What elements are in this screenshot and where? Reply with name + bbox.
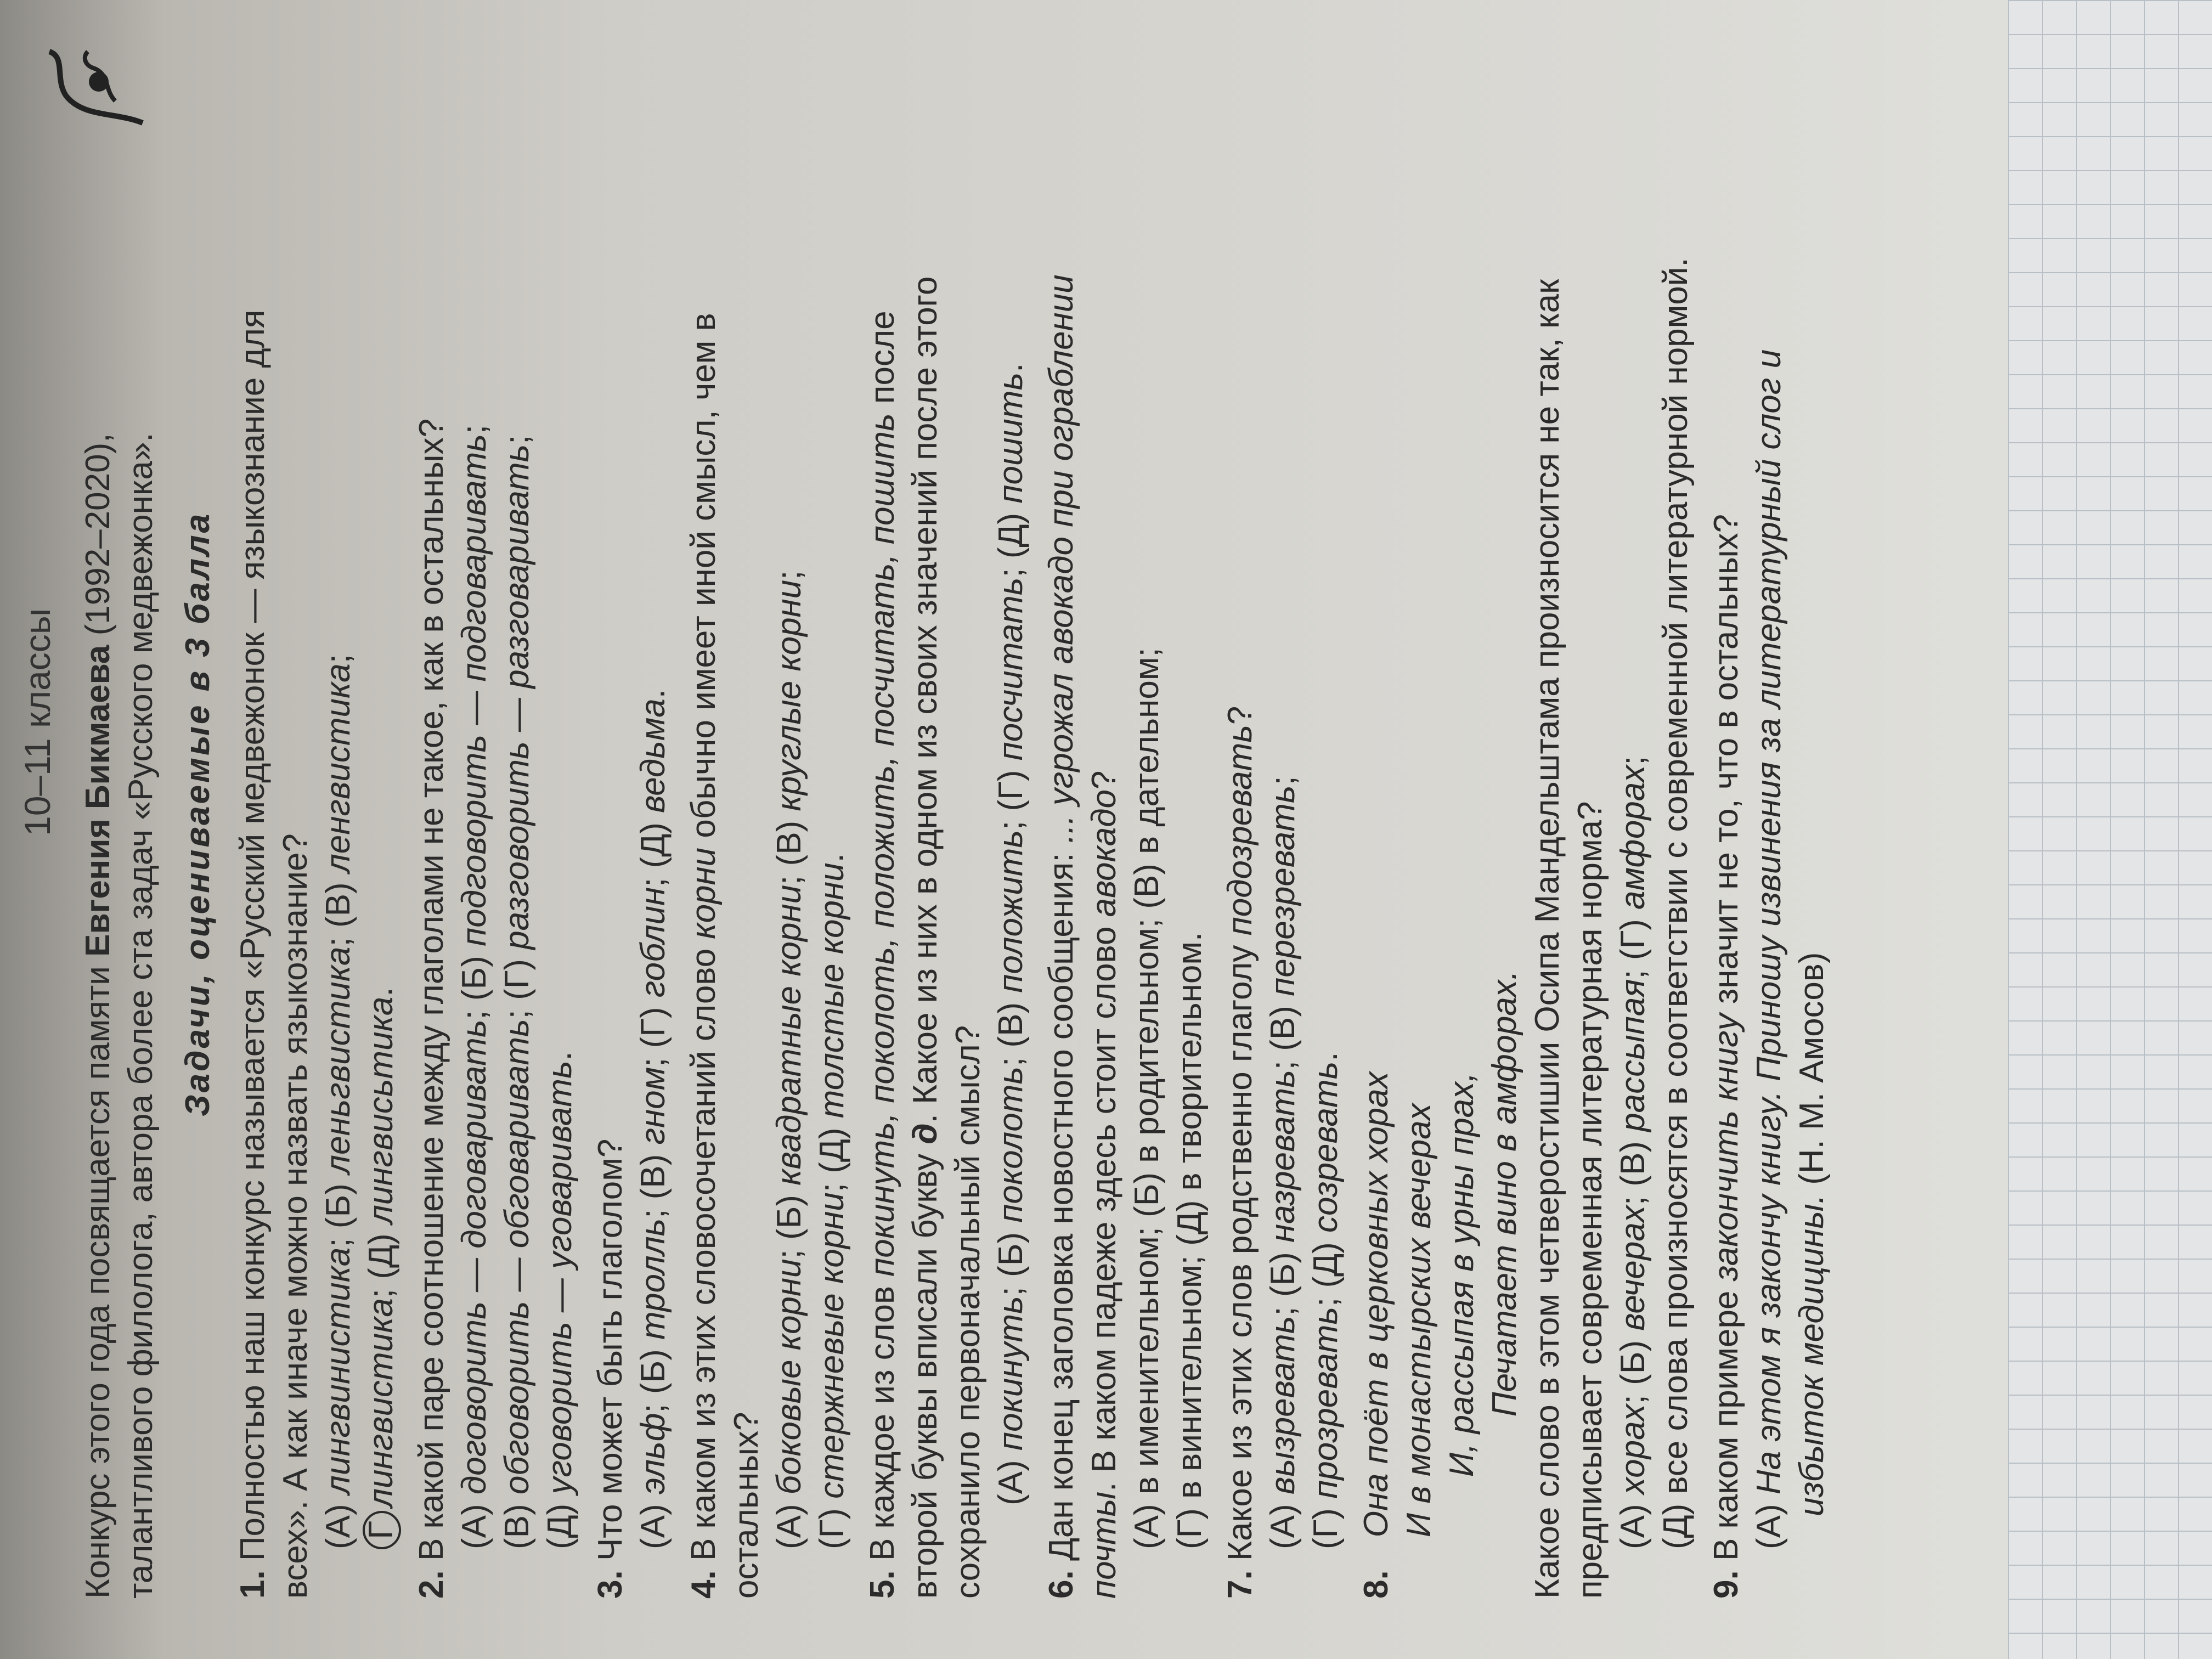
question-1-options: (А) лингвинистика; (Б) леньгвистика; (В) ленгвистика; [319, 654, 357, 1549]
poem: Она поёт в церковных хорах И в монастырских вечерах И, рассыпая в урны прах, Печатает вино в амфорах. [1357, 970, 1523, 1538]
intro-line-1: Конкурс этого года посвящается памяти Евгения Бикмаева (1992–2020), [79, 433, 117, 1599]
honoree-name: Евгения Бикмаева [79, 645, 117, 957]
section-title: Задачи, оцениваемые в 3 балла [179, 511, 217, 1117]
circled-answer-mark: Г [363, 1511, 401, 1549]
question-1: 1. Полностью наш конкурс называется «Русский медвежонок — языкознание для всех». А как иначе можно назвать языкознание? (А) лингвинистика; (Б) леньгвистика; (В) ленгвистика; Глингвистика; (Д) лингвисьтика. [232, 30, 403, 1599]
page-header: 10–11 классы [17, 608, 58, 836]
grid-notebook-page [2008, 0, 2212, 1659]
intro-line-2: талантливого филолога, автора более ста задач «Русского медвежонка». [122, 432, 160, 1599]
question-4: 4. В каком из этих словосочетаний слово корни обычно имеет иной смысл, чем в остальных? (А) боковые корни; (Б) квадратные корни; (В) круглые корни; (Г) стержневые корни; (Д) толстые корни. [685, 313, 851, 1599]
document-body [77, 30, 1833, 1599]
question-7: 7. Какое из этих слов родственно глаголу подозревать? (А) вызревать; (Б) назревать; (В) перезревать; (Г) прозревать; (Д) созревать. [1221, 706, 1345, 1599]
question-5: 5. В каждое из слов покинуть, поколоть, положить, посчитать, пошить после второй буквы вписали букву д. Какое из них в одном из своих значений после этого сохранило первоначальный смысл? (А) покинуть; (Б) поколоть; (В) положить; (Г) посчитать; (Д) пошить. [864, 276, 1030, 1599]
question-2: 2. В какой паре соотношение между глаголами не такое, как в остальных? (А) договорить — договаривать; (Б) подговорить — подговаривать; (В) обговорить — обговаривать; (Г) разговорить — разговаривать; (Д) уговорить — уговаривать. [413, 418, 579, 1599]
question-8: 8. Она поёт в церковных хорах И в монастырских вечерах И, рассыпая в урны прах, Печатает вино в амфорах. Какое слово в этом четверостишии Осипа Мандельштама произносится не так, как предписывает современная литературная норма? (А) хорах; (Б) вечерах; (В) рассыпая; (Г) амфорах; (Д) все слова произносятся в соответствии с современной литературной нормой. [1355, 30, 1697, 1599]
question-6: 6. Дан конец заголовка новостного сообщения: ... угрожал авокадо при ограблении почты. В каком падеже здесь стоит слово авокадо? (А) в именительном; (Б) в родительном; (В) в дательном; (Г) в винительном; (Д) в творительном. [1042, 274, 1209, 1599]
question-9: 9. В каком примере закончить книгу значит не то, что в остальных? (А) На этом я закончу книгу. Приношу извинения за литературный слог и избыток медицины. (Н. М. Амосов) [1707, 349, 1831, 1599]
question-3: 3. Что может быть глаголом? (А) эльф; (Б) тролль; (В) гном; (Г) гоблин; (Д) ведьма. [591, 689, 672, 1599]
